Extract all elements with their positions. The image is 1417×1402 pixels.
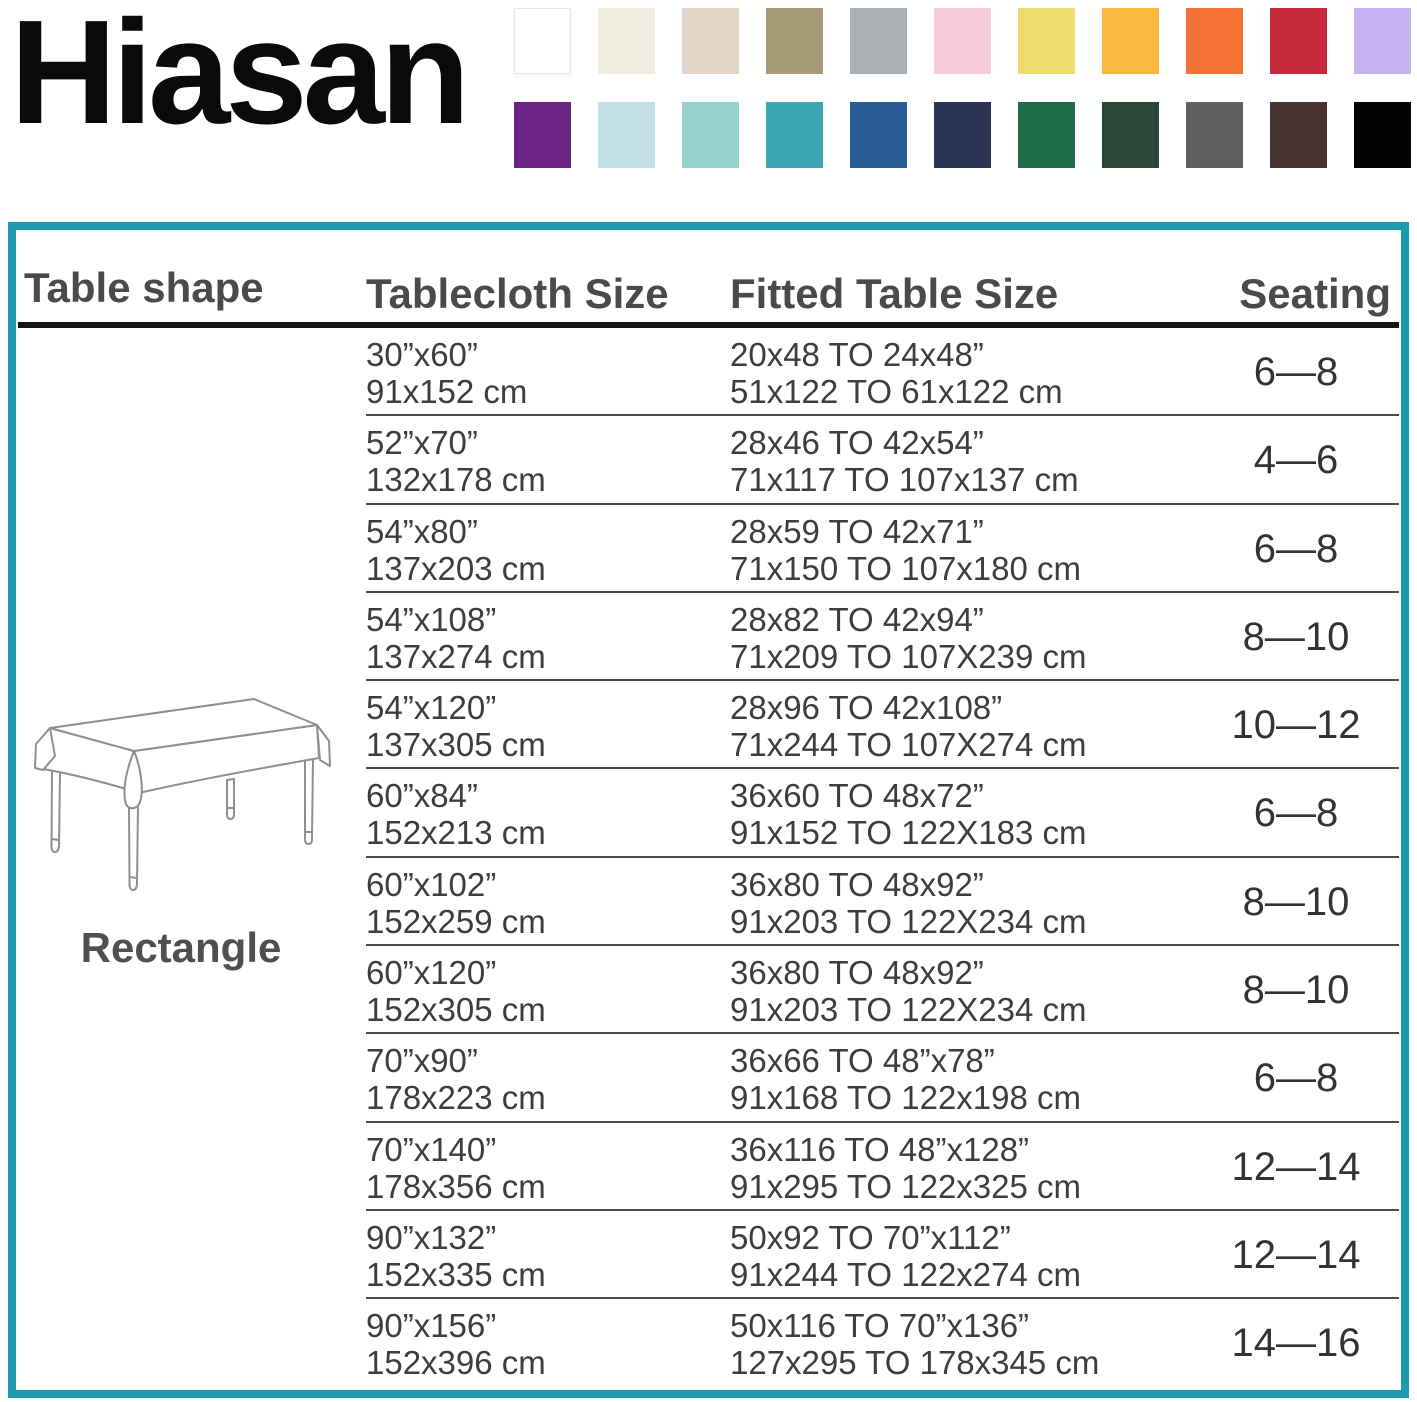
swatch-brown bbox=[1270, 102, 1327, 168]
fitted-size-cell: 50x116 TO 70”x136” 127x295 TO 178x345 cm bbox=[730, 1307, 1100, 1382]
fitted-size-cell: 50x92 TO 70”x112” 91x244 TO 122x274 cm bbox=[730, 1218, 1082, 1293]
swatch-dark-gray bbox=[1186, 102, 1243, 168]
table-row bbox=[16, 1123, 1401, 1211]
swatch-aqua bbox=[682, 102, 739, 168]
swatch-blue bbox=[850, 102, 907, 168]
table-row bbox=[16, 858, 1401, 946]
swatch-pink bbox=[934, 8, 991, 74]
fitted-size-cell: 28x96 TO 42x108” 71x244 TO 107X274 cm bbox=[730, 689, 1087, 764]
fitted-size-cell: 36x60 TO 48x72” 91x152 TO 122X183 cm bbox=[730, 777, 1087, 852]
fitted-size-cell: 20x48 TO 24x48” 51x122 TO 61x122 cm bbox=[730, 336, 1063, 410]
seating-cell: 10—12 bbox=[1231, 703, 1361, 748]
size-chart-rows bbox=[16, 328, 1401, 1388]
swatch-marigold bbox=[1102, 8, 1159, 74]
seating-cell: 6—8 bbox=[1253, 1056, 1339, 1101]
swatch-hunter-green bbox=[1102, 102, 1159, 168]
table-row bbox=[16, 1034, 1401, 1122]
fitted-size-cell: 36x116 TO 48”x128” 91x295 TO 122x325 cm bbox=[730, 1130, 1082, 1205]
seating-cell: 6—8 bbox=[1253, 791, 1339, 836]
swatch-lavender bbox=[1354, 8, 1411, 74]
fitted-size-cell: 36x80 TO 48x92” 91x203 TO 122X234 cm bbox=[730, 865, 1087, 940]
swatch-ivory bbox=[598, 8, 655, 74]
seating-cell: 8—10 bbox=[1242, 879, 1350, 924]
table-row bbox=[16, 681, 1401, 769]
color-swatch-grid bbox=[514, 8, 1411, 168]
column-header-seating: Seating bbox=[1239, 270, 1391, 317]
tablecloth-size-cell: 54”x108” 137x274 cm bbox=[366, 600, 546, 675]
table-row bbox=[16, 505, 1401, 593]
seating-cell: 8—10 bbox=[1242, 614, 1350, 659]
seating-cell: 6—8 bbox=[1253, 526, 1339, 571]
tablecloth-size-cell: 30”x60” 91x152 cm bbox=[366, 336, 528, 410]
table-row bbox=[16, 1211, 1401, 1299]
tablecloth-size-cell: 60”x102” 152x259 cm bbox=[366, 865, 546, 940]
seating-cell: 4—6 bbox=[1253, 438, 1339, 483]
column-header-fitted-size: Fitted Table Size bbox=[730, 270, 1059, 317]
fitted-size-cell: 36x80 TO 48x92” 91x203 TO 122X234 cm bbox=[730, 954, 1087, 1029]
swatch-white bbox=[514, 8, 571, 74]
swatch-navy bbox=[934, 102, 991, 168]
swatch-red bbox=[1270, 8, 1327, 74]
fitted-size-cell: 28x59 TO 42x71” 71x150 TO 107x180 cm bbox=[730, 512, 1082, 587]
tablecloth-size-cell: 60”x120” 152x305 cm bbox=[366, 954, 546, 1029]
fitted-size-cell: 28x82 TO 42x94” 71x209 TO 107X239 cm bbox=[730, 600, 1087, 675]
table-row bbox=[16, 416, 1401, 504]
tablecloth-size-cell: 52”x70” 132x178 cm bbox=[366, 424, 546, 499]
seating-cell: 12—14 bbox=[1231, 1144, 1361, 1189]
table-row bbox=[16, 593, 1401, 681]
tablecloth-size-cell: 54”x120” 137x305 cm bbox=[366, 689, 546, 764]
fitted-size-cell: 28x46 TO 42x54” 71x117 TO 107x137 cm bbox=[730, 424, 1079, 499]
table-shape-label: Rectangle bbox=[80, 924, 282, 971]
swatch-orange bbox=[1186, 8, 1243, 74]
tablecloth-size-cell: 90”x132” 152x335 cm bbox=[366, 1218, 546, 1293]
table-row bbox=[16, 328, 1401, 416]
tablecloth-size-cell: 70”x90” 178x223 cm bbox=[366, 1042, 546, 1117]
swatch-teal bbox=[766, 102, 823, 168]
brand-logo: Hiasan bbox=[10, 0, 466, 155]
table-row bbox=[16, 1299, 1401, 1387]
table-row bbox=[16, 769, 1401, 857]
column-header-table-shape: Table shape bbox=[24, 264, 264, 311]
seating-cell: 14—16 bbox=[1231, 1321, 1361, 1366]
seating-cell: 8—10 bbox=[1242, 968, 1350, 1013]
swatch-khaki bbox=[766, 8, 823, 74]
tablecloth-size-cell: 90”x156” 152x396 cm bbox=[366, 1307, 546, 1382]
swatch-purple bbox=[514, 102, 571, 168]
tablecloth-size-cell: 70”x140” 178x356 cm bbox=[366, 1130, 546, 1205]
swatch-light-blue bbox=[598, 102, 655, 168]
swatch-beige bbox=[682, 8, 739, 74]
seating-cell: 12—14 bbox=[1231, 1232, 1361, 1277]
column-header-tablecloth-size: Tablecloth Size bbox=[366, 270, 669, 317]
swatch-yellow bbox=[1018, 8, 1075, 74]
fitted-size-cell: 36x66 TO 48”x78” 91x168 TO 122x198 cm bbox=[730, 1042, 1082, 1117]
table-row bbox=[16, 946, 1401, 1034]
tablecloth-size-cell: 60”x84” 152x213 cm bbox=[366, 777, 546, 852]
size-chart-table bbox=[8, 222, 1409, 1398]
seating-cell: 6—8 bbox=[1253, 350, 1339, 394]
swatch-green bbox=[1018, 102, 1075, 168]
tablecloth-size-cell: 54”x80” 137x203 cm bbox=[366, 512, 546, 587]
swatch-gray bbox=[850, 8, 907, 74]
swatch-black bbox=[1354, 102, 1411, 168]
